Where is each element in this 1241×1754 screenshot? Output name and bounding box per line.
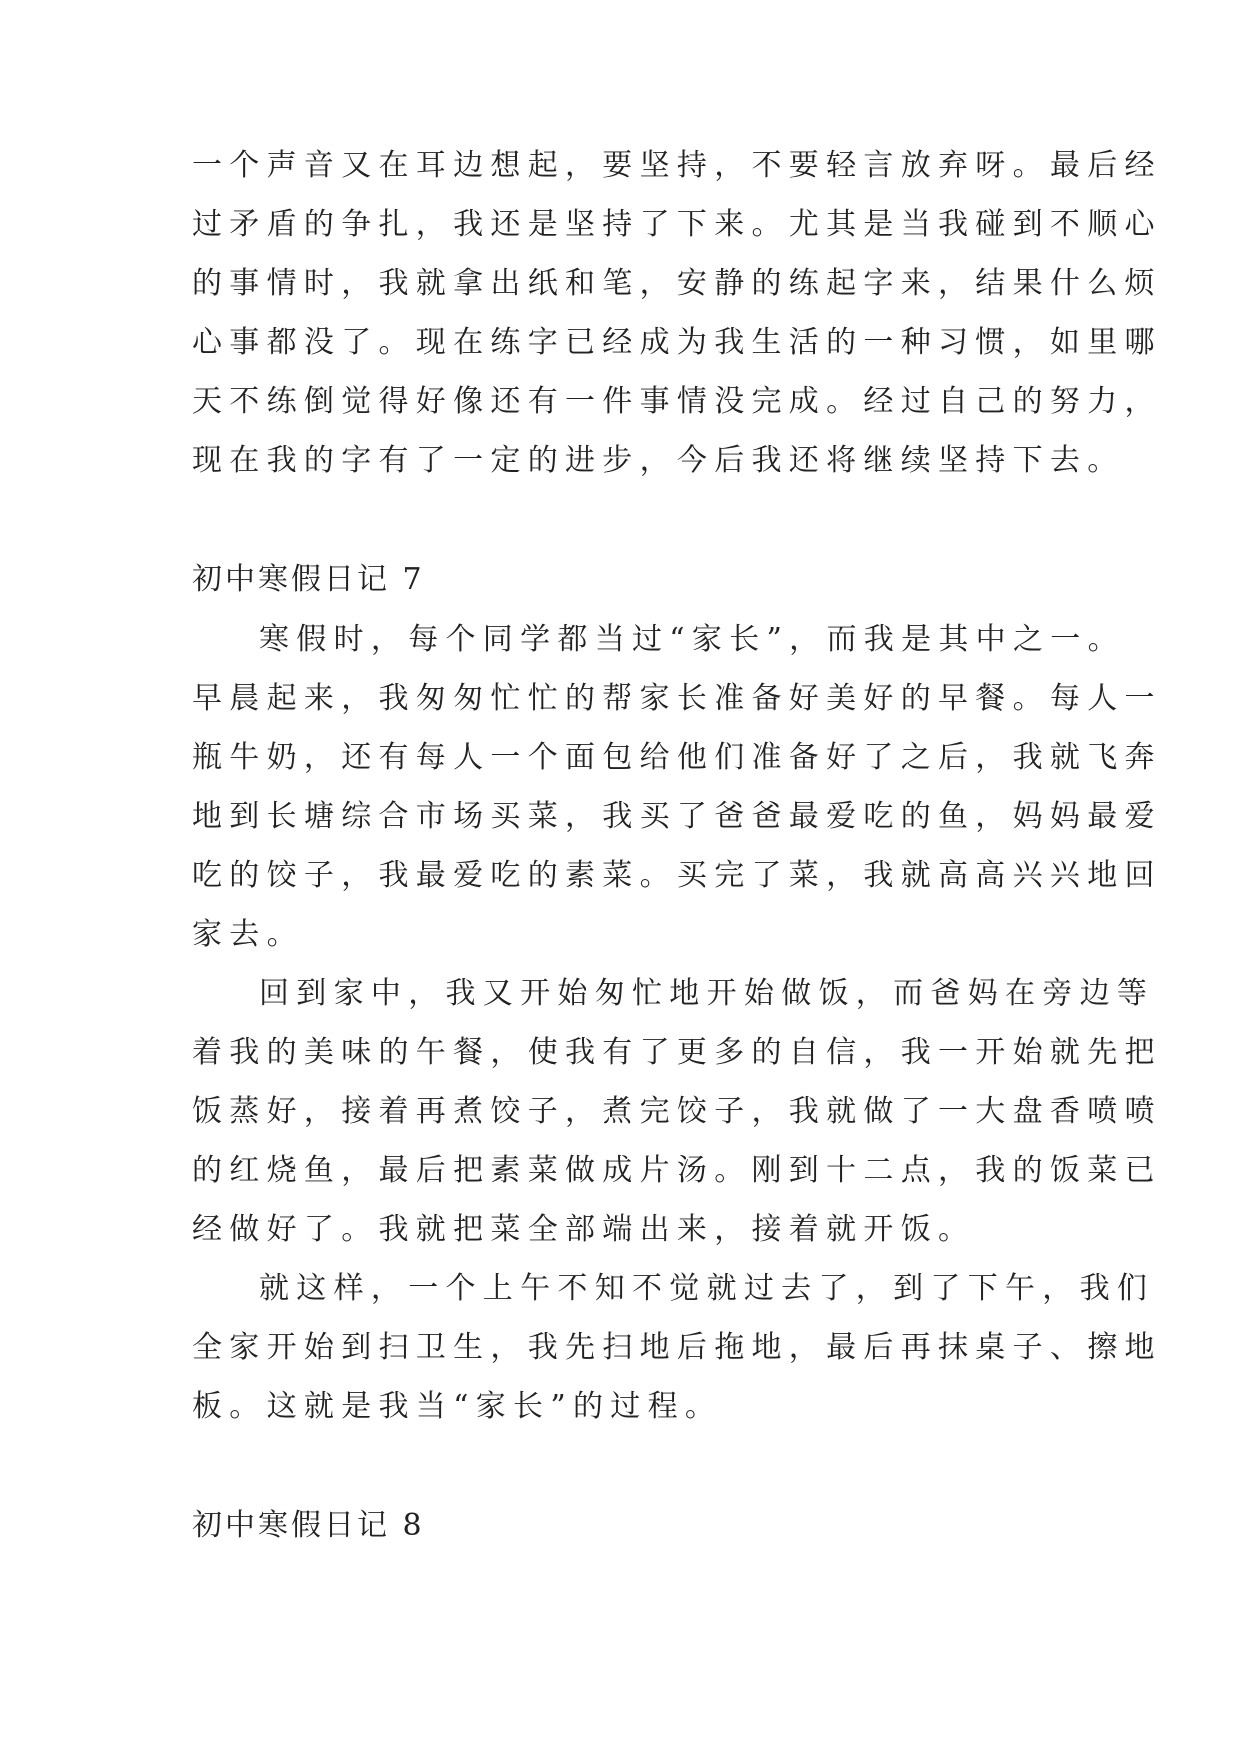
text-line: 的红烧鱼，最后把素菜做成片汤。刚到十二点，我的饭菜已	[192, 1153, 1162, 1188]
text-line: 全家开始到扫卫生，我先扫地后拖地，最后再抹桌子、擦地	[192, 1330, 1162, 1365]
text-line: 家去。	[192, 917, 304, 952]
text-line: 的事情时，我就拿出纸和笔，安静的练起字来，结果什么烦	[192, 266, 1162, 301]
text-line: 饭蒸好，接着再煮饺子，煮完饺子，我就做了一大盘香喷喷	[192, 1094, 1162, 1129]
text-line: 板。这就是我当“家长”的过程。	[192, 1389, 723, 1424]
text-line: 就这样，一个上午不知不觉就过去了，到了下午，我们	[259, 1271, 1155, 1306]
text-line: 瓶牛奶，还有每人一个面包给他们准备好了之后，我就飞奔	[192, 740, 1162, 775]
section-title: 初中寒假日记 7	[192, 562, 425, 597]
section-title: 初中寒假日记 8	[192, 1508, 425, 1543]
text-line: 现在我的字有了一定的进步，今后我还将继续坚持下去。	[192, 443, 1125, 478]
text-line: 过矛盾的争扎，我还是坚持了下来。尤其是当我碰到不顺心	[192, 207, 1162, 242]
text-line: 早晨起来，我匆匆忙忙的帮家长准备好美好的早餐。每人一	[192, 681, 1162, 716]
text-line: 心事都没了。现在练字已经成为我生活的一种习惯，如里哪	[192, 325, 1162, 360]
text-line: 一个声音又在耳边想起，要坚持，不要轻言放弃呀。最后经	[192, 148, 1162, 183]
text-line: 地到长塘综合市场买菜，我买了爸爸最爱吃的鱼，妈妈最爱	[192, 799, 1162, 834]
text-line: 天不练倒觉得好像还有一件事情没完成。经过自己的努力，	[192, 384, 1162, 419]
text-line: 着我的美味的午餐，使我有了更多的自信，我一开始就先把	[192, 1035, 1162, 1070]
text-line: 吃的饺子，我最爱吃的素菜。买完了菜，我就高高兴兴地回	[192, 858, 1162, 893]
text-line: 寒假时，每个同学都当过“家长”，而我是其中之一。	[259, 622, 1125, 657]
text-line: 回到家中，我又开始匆忙地开始做饭，而爸妈在旁边等	[259, 976, 1155, 1011]
text-line: 经做好了。我就把菜全部端出来，接着就开饭。	[192, 1212, 976, 1247]
